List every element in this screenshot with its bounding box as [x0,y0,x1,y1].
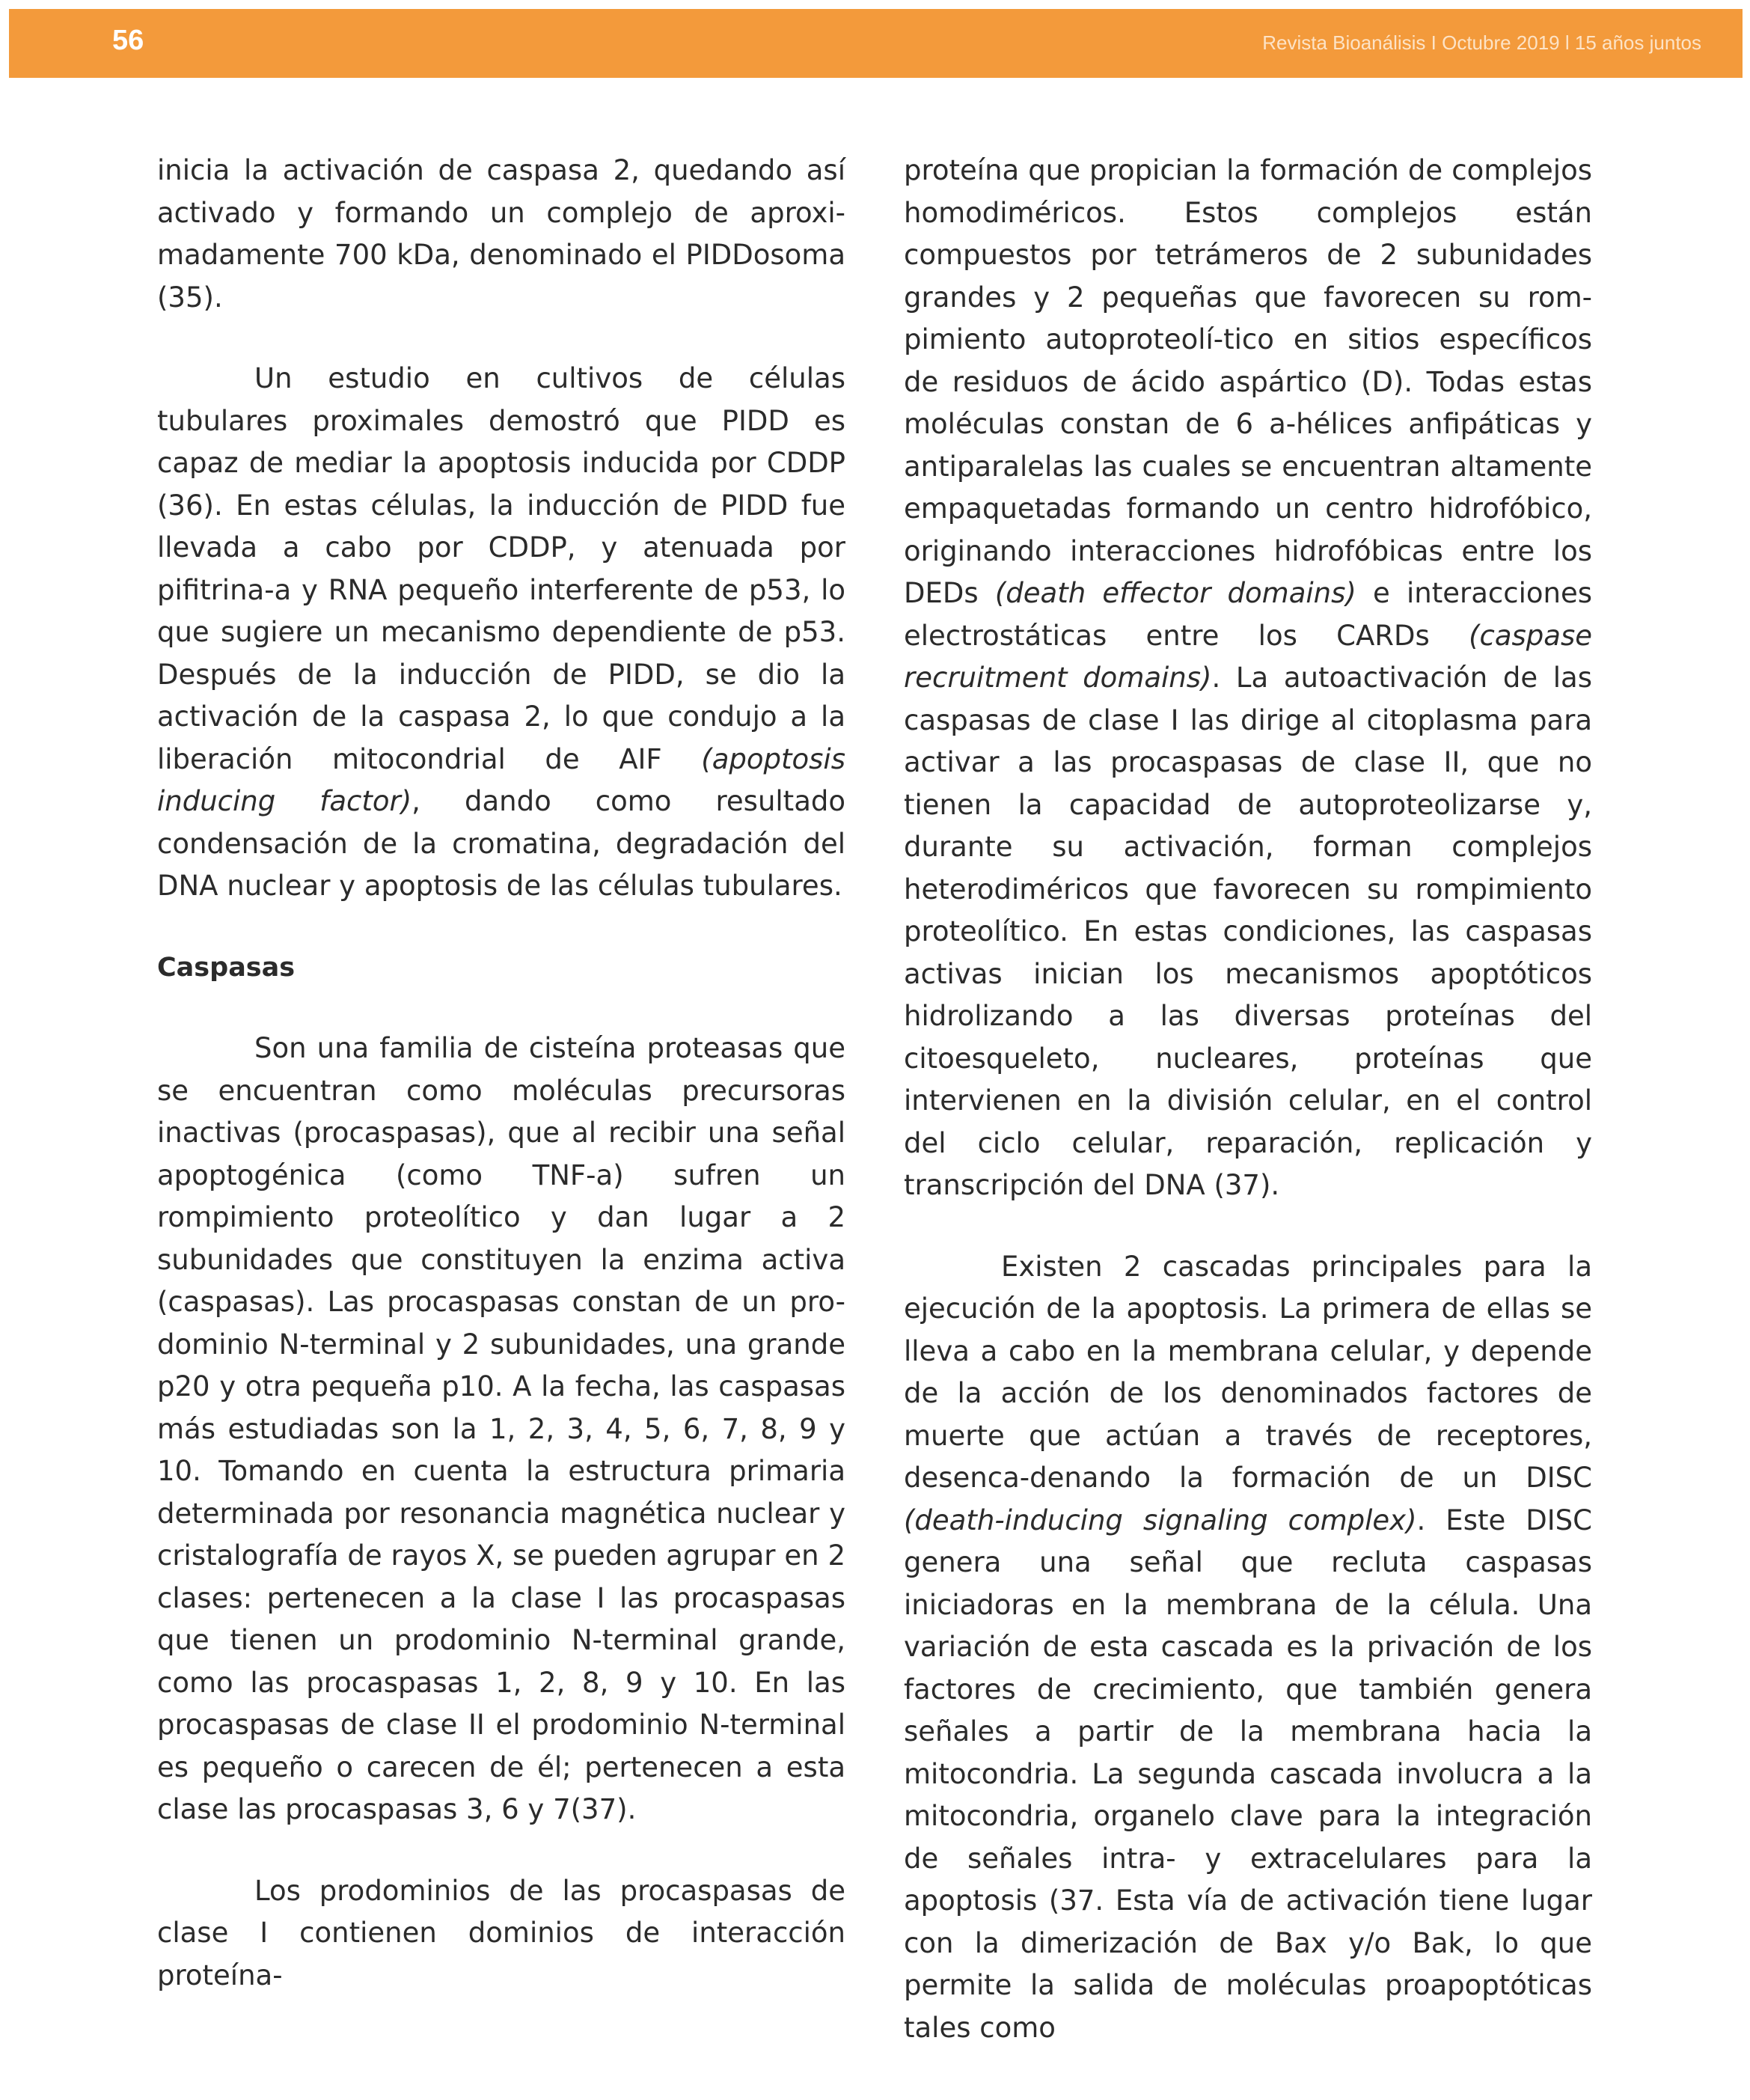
left-column [157,150,845,2036]
paragraph-text: Existen 2 cascadas principales para la ejecución de la apoptosis. La primera de ellas se lleva a cabo en la membrana celular, y depende de la acción de los denominados factores de muerte que actúan a través de receptores, desenca-denando la formación de un DISC [904,1250,1592,1494]
paragraph: inicia la activación de caspasa 2, quedando así activado y formando un complejo de aproxi-madamente 700 kDa, denominado el PIDDosoma (35). [157,154,845,314]
paragraph: Los prodominios de las procaspasas de clase I contienen dominios de interacción proteína- [157,1874,845,1991]
right-column [904,150,1592,2088]
running-head: Revista Bioanálisis I Octubre 2019 l 15 años juntos [1262,31,1701,54]
paragraph: Son una familia de cisteína proteasas que se encuentran como moléculas precursoras inactivas (procaspasas), que al recibir una señal apoptogénica (como TNF-a) sufren un rompimiento proteolítico y dan lugar a 2 subunidades que constituyen la enzima activa (caspasas). Las procaspasas constan de un pro-dominio N-terminal y 2 subunidades, una grande p20 y otra pequeña p10. A la fecha, las caspasas más estudiadas son la 1, 2, 3, 4, 5, 6, 7, 8, 9 y 10. Tomando en cuenta la estructura primaria determinada por resonancia magnética nuclear y cristalografía de rayos X, se pueden agrupar en 2 clases: pertenecen a la clase I las procaspasas que tienen un prodominio N-terminal grande, como las procaspasas 1, 2, 8, 9 y 10. En las procaspasas de clase II el prodominio N-terminal es pequeño o carecen de él; pertenecen a esta clase las procaspasas 3, 6 y 7(37). [157,1032,845,1825]
paragraph-text: , dando como resultado condensación de la cromatina, degradación del DNA nuclear y apoptosis de las células tubulares. [157,785,845,902]
paragraph [904,150,1592,1207]
paragraph-text: e interacciones electrostáticas entre los CARDs [904,577,1592,652]
paragraph-text: Un estudio en cultivos de células tubulares proximales demostró que PIDD es capaz de mediar la apoptosis inducida por CDDP (36). En estas células, la inducción de PIDD fue llevada a cabo por CDDP, y atenuada por pifitrina-a y RNA pequeño interferente de p53, lo que sugiere un mecanismo dependiente de p53. Después de la inducción de PIDD, se dio la activación de la caspasa 2, lo que condujo a la liberación mitocondrial de AIF [157,362,845,775]
paragraph-text: . La autoactivación de las caspasas de clase I las dirige al citoplasma para activar a las procaspasas de clase II, que no tienen la capacidad de autoproteolizarse y, durante su activación, forman complejos heterodiméricos que favorecen su rompimiento proteolítico. En estas condiciones, las caspasas activas inician los mecanismos apoptóticos hidrolizando a las diversas proteínas del citoesqueleto, nucleares, proteínas que intervienen en la división celular, en el control del ciclo celular, reparación, replicación y transcripción del DNA (37). [904,662,1592,1201]
page-number: 56 [112,25,144,56]
italic-term: (apoptosis inducing factor) [157,742,845,817]
italic-term: (death effector domains) [994,577,1356,609]
paragraph-text: proteína que propician la formación de complejos homodiméricos. Estos complejos están compuestos por tetrámeros de 2 subunidades grandes y 2 pequeñas que favorecen su rom-pimiento autoproteolí-tico en sitios específicos de residuos de ácido aspártico (D). Todas estas moléculas constan de 6 a-hélices anfipáticas y antiparalelas las cuales se encuentran altamente empaquetadas formando un centro hidrofóbico, originando interacciones hidrofóbicas entre los DEDs [904,154,1592,609]
paragraph-text: . Este DISC genera una señal que recluta caspasas iniciadoras en la membrana de la célula. Una variación de esta cascada es la privación de los factores de crecimiento, que también genera señales a partir de la membrana hacia la mitocondria. La segunda cascada involucra a la mitocondria, organelo clave para la integración de señales intra- y extracelulares para la apoptosis (37. Esta vía de activación tiene lugar con la dimerización de Bax y/o Bak, lo que permite la salida de moléculas proapoptóticas tales como [904,1504,1592,2044]
italic-term: (caspase recruitment domains) [904,619,1592,694]
italic-term: (death-inducing signaling complex) [904,1504,1417,1536]
paragraph [904,1246,1592,2050]
header-bar [9,9,1743,78]
section-heading: Caspasas [157,952,296,983]
paragraph [157,358,845,908]
